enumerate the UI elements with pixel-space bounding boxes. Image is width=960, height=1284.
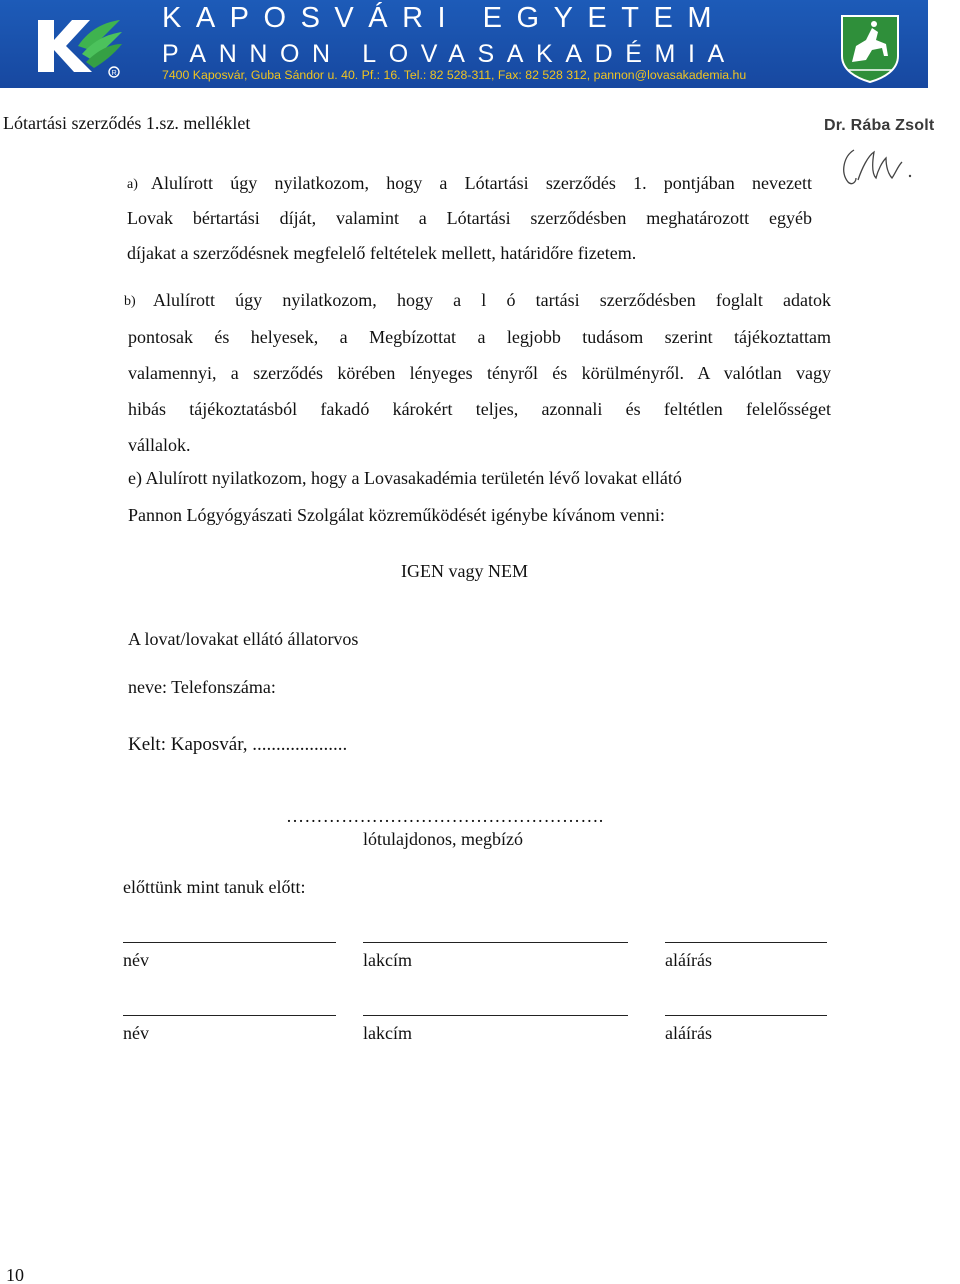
section-b-line-1: Alulírott úgy nyilatkozom, hogy a l ó tartási szerződésben foglalt adatok — [153, 290, 831, 310]
witness-2-name-line — [123, 1015, 336, 1016]
banner-university-name: KAPOSVÁRI EGYETEM — [162, 2, 726, 34]
witness-1-address-label: lakcím — [363, 950, 412, 970]
section-a-marker: a) — [127, 177, 138, 192]
witness-1-signature-line — [665, 942, 827, 943]
section-a-line-3: díjakat a szerződésnek megfelelő feltételek mellett, határidőre fizetem. — [127, 243, 637, 263]
section-a-line-2: Lovak bértartási díját, valamint a Lótartási szerződésben meghatározott egyéb — [127, 208, 812, 228]
section-a-line-1: Alulírott úgy nyilatkozom, hogy a Lótartási szerződés 1. pontjában nevezett — [151, 173, 812, 193]
section-b-line-4: hibás tájékoztatásból fakadó károkért teljes, azonnali és feltétlen felelősséget — [128, 399, 831, 419]
section-b-marker: b) — [124, 294, 136, 309]
vet-label: A lovat/lovakat ellátó állatorvos — [128, 629, 359, 649]
owner-label: lótulajdonos, megbízó — [363, 829, 523, 849]
page-number: 10 — [6, 1265, 24, 1284]
witness-2-signature-line — [665, 1015, 827, 1016]
banner-address: 7400 Kaposvár, Guba Sándor u. 40. Pf.: 16. Tel.: 82 528-311, Fax: 82 528 312, pannon@lovasakademia.hu — [162, 68, 747, 82]
choice-igen-nem: IGEN vagy NEM — [401, 561, 528, 581]
owner-signature-dots: ……………………………………………. — [286, 806, 604, 826]
section-e-line-2: Pannon Lógyógyászati Szolgálat közreműködését igénybe kívánom venni: — [128, 505, 665, 525]
svg-text:R: R — [111, 70, 117, 77]
handwritten-signature-icon — [838, 142, 922, 192]
witness-1-address-line — [363, 942, 628, 943]
witness-1-name-line — [123, 942, 336, 943]
kaposvar-university-logo-icon — [34, 10, 124, 80]
horse-rider-emblem-icon — [838, 12, 902, 84]
signature-name: Dr. Rába Zsolt — [824, 117, 935, 134]
section-b-line-5: vállalok. — [128, 435, 191, 455]
section-e-line-1: e) Alulírott nyilatkozom, hogy a Lovasakadémia területén lévő lovakat ellátó — [128, 468, 682, 488]
witness-2-address-label: lakcím — [363, 1023, 412, 1043]
banner-academy-name: PANNON LOVASAKADÉMIA — [162, 40, 737, 68]
section-b-line-3: valamennyi, a szerződés körében lényeges tényről és körülményről. A valótlan vagy — [128, 363, 831, 383]
vet-fields: neve: Telefonszáma: — [128, 677, 276, 697]
witness-intro: előttünk mint tanuk előtt: — [123, 877, 306, 897]
witness-1-signature-label: aláírás — [665, 950, 712, 970]
kelt-date-line: Kelt: Kaposvár, .................... — [128, 734, 348, 755]
header-banner — [0, 0, 928, 88]
witness-2-name-label: név — [123, 1023, 149, 1043]
witness-2-signature-label: aláírás — [665, 1023, 712, 1043]
witness-1-name-label: név — [123, 950, 149, 970]
witness-2-address-line — [363, 1015, 628, 1016]
document-title: Lótartási szerződés 1.sz. melléklet — [3, 113, 251, 133]
section-b-line-2: pontosak és helyesek, a Megbízottat a legjobb tudásom szerint tájékoztattam — [128, 327, 831, 347]
